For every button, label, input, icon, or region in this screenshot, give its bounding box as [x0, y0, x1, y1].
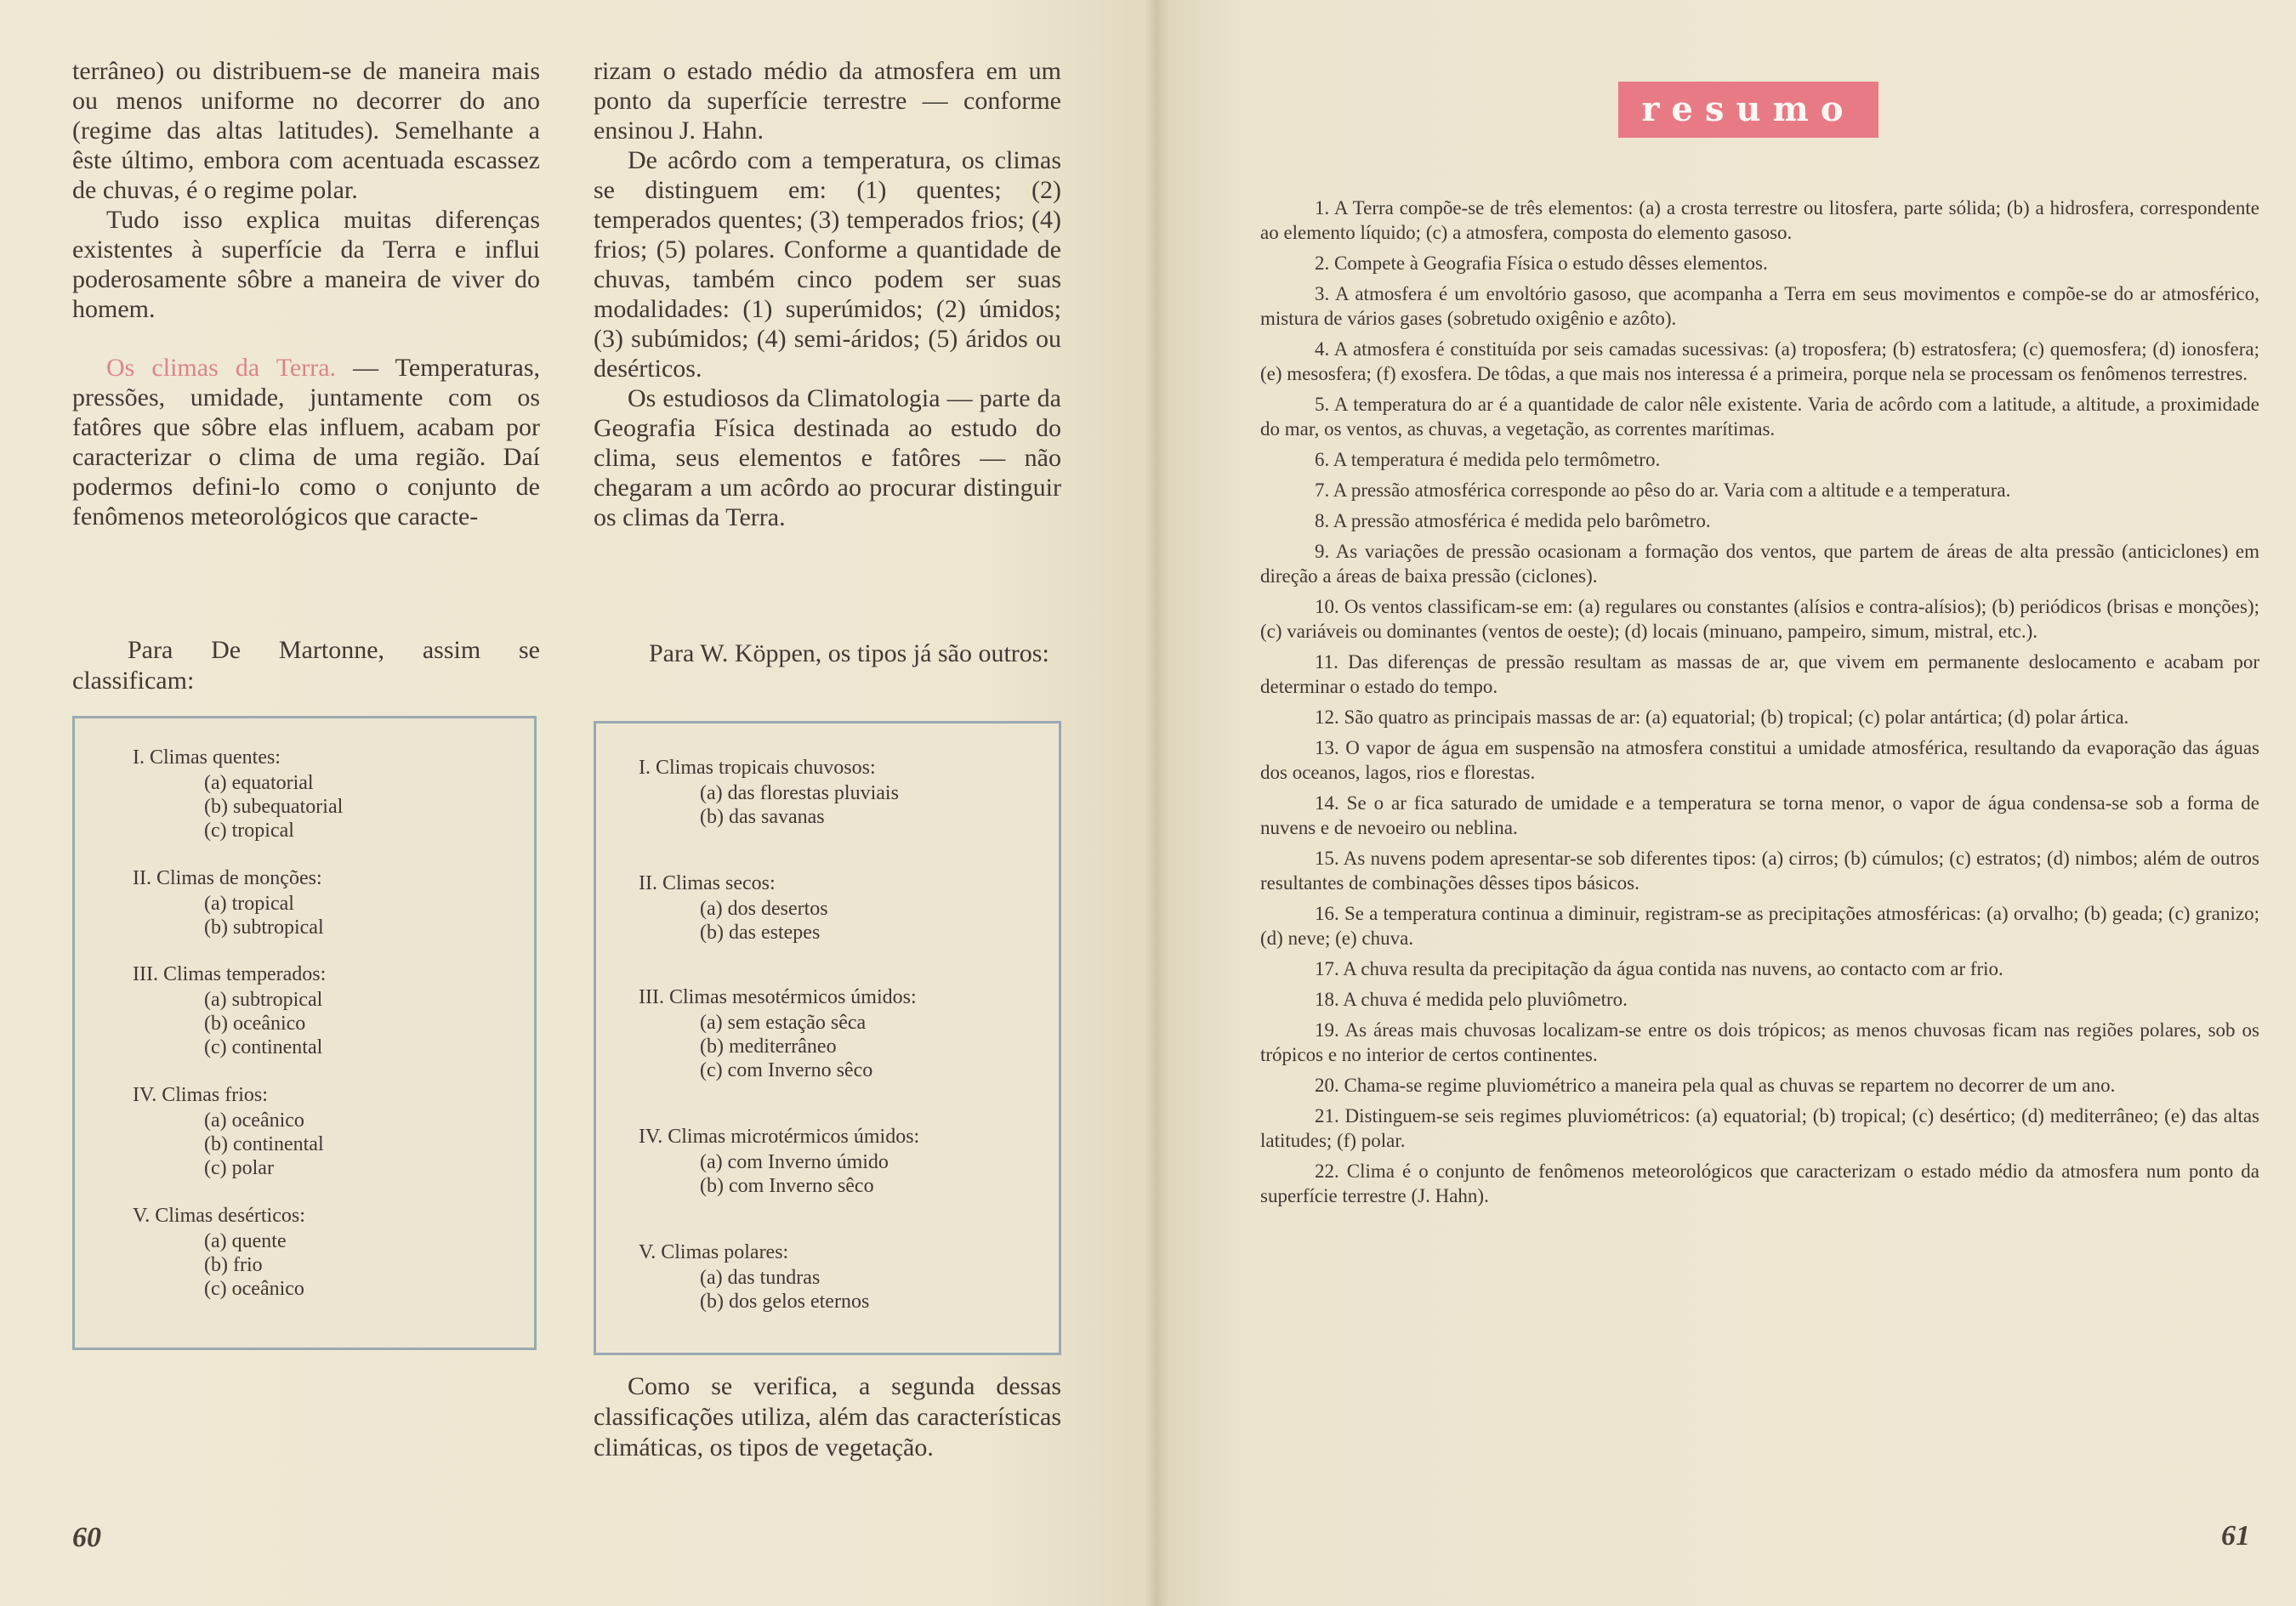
closing-paragraph: Como se verifica, a segunda dessas classificações utiliza, além das características climáticas, os tipos de vegetação.: [594, 1372, 1061, 1461]
paragraph: Tudo isso explica muitas diferenças existentes à superfície da Terra e influi poderosamente sôbre a maneira de viver do homem.: [72, 206, 540, 323]
classification-group: [639, 984, 917, 1082]
left-column-1: [72, 56, 540, 531]
classification-title: I. Climas tropicais chuvosos:: [639, 757, 876, 779]
classification-item: (c) tropical: [204, 820, 294, 842]
paragraph: terrâneo) ou distribuem-se de maneira mais ou menos uniforme no decorrer do ano (regime das altas latitudes). Semelhante a êste último, embora com acentuada escassez de chuvas, é o regime polar.: [72, 57, 540, 204]
classification-title: V. Climas polares:: [639, 1241, 789, 1263]
page-number-left: 60: [72, 1522, 101, 1553]
classification-title: III. Climas temperados:: [133, 963, 327, 985]
classification-item: (a) quente: [204, 1230, 287, 1252]
classification-item: (b) subtropical: [204, 916, 324, 939]
book-gutter: [1144, 0, 1169, 1606]
summary-item: 11. Das diferenças de pressão resultam as massas de ar, que vivem em permanente deslocamento e acabam por determinar o estado do tempo.: [1260, 651, 2259, 697]
classification-item: (b) das estepes: [700, 922, 821, 944]
classification-item: (b) subequatorial: [204, 796, 344, 818]
classification-item: (c) polar: [204, 1157, 274, 1179]
classification-group: [133, 744, 344, 843]
koppen-classification-box: [594, 721, 1061, 1355]
classification-item: (a) dos desertos: [700, 898, 828, 920]
classification-item: (a) oceânico: [204, 1109, 304, 1132]
classification-title: IV. Climas microtérmicos úmidos:: [639, 1126, 920, 1148]
summary-item: 4. A atmosfera é constituída por seis camadas sucessivas: (a) troposfera; (b) estratosfera; (c) quemosfera; (d) ionosfera; (e) mesosfera; (f) exosfera. De tôdas, a que mais nos interessa é a primeira, porque nela se processam os fenômenos terrestres.: [1260, 338, 2259, 384]
summary-item: 15. As nuvens podem apresentar-se sob diferentes tipos: (a) cirros; (b) cúmulos; (c) estratos; (d) nimbos; além de outros resultantes de combinações dêsses tipos básicos.: [1260, 848, 2259, 894]
summary-item: 8. A pressão atmosférica é medida pelo barômetro.: [1315, 510, 1711, 531]
classification-item: (c) oceânico: [204, 1278, 304, 1300]
classification-item: (b) mediterrâneo: [700, 1036, 837, 1058]
classification-title: V. Climas desérticos:: [133, 1205, 305, 1227]
classification-item: (a) equatorial: [204, 772, 314, 794]
classification-item: (a) subtropical: [204, 989, 323, 1011]
summary-item: 19. As áreas mais chuvosas localizam-se entre os dois trópicos; as menos chuvosas ficam nas regiões polares, sob os trópicos e no interior de certos continentes.: [1260, 1019, 2259, 1065]
summary-item: 22. Clima é o conjunto de fenômenos meteorológicos que caracterizam o estado médio da atmosfera num ponto da superfície terrestre (J. Hahn).: [1260, 1161, 2259, 1206]
summary-item: 17. A chuva resulta da precipitação da água contida nas nuvens, ao contacto com ar frio.: [1315, 958, 2003, 979]
paragraph: rizam o estado médio da atmosfera em um ponto da superfície terrestre — conforme ensinou J. Hahn.: [594, 57, 1061, 145]
classification-group: [639, 1123, 920, 1198]
summary-item: 12. São quatro as principais massas de ar: (a) equatorial; (b) tropical; (c) polar antártica; (d) polar ártica.: [1315, 707, 2129, 728]
summary-list: [1260, 196, 2259, 1214]
classification-item: (a) das tundras: [700, 1267, 821, 1289]
koppen-intro: Para W. Köppen, os tipos já são outros:: [649, 639, 1049, 667]
classification-item: (b) continental: [204, 1133, 324, 1155]
summary-item: 9. As variações de pressão ocasionam a formação dos ventos, que partem de áreas de alta pressão (anticiclones) em direção a áreas de baixa pressão (ciclones).: [1260, 541, 2259, 587]
summary-item: 1. A Terra compõe-se de três elementos: (a) a crosta terrestre ou litosfera, parte sólida; (b) a hidrosfera, correspondente ao elemento líquido; (c) a atmosfera, composta do elemento gasoso.: [1260, 197, 2259, 243]
classification-item: (b) frio: [204, 1254, 263, 1276]
classification-group: [133, 1081, 324, 1180]
classification-title: III. Climas mesotérmicos úmidos:: [639, 986, 917, 1008]
classification-group: [133, 1202, 305, 1301]
classification-item: (c) continental: [204, 1036, 323, 1058]
classification-item: (a) com Inverno úmido: [700, 1151, 889, 1173]
classification-item: (a) das florestas pluviais: [700, 782, 899, 804]
summary-item: 13. O vapor de água em suspensão na atmosfera constitui a umidade atmosférica, resultando da evaporação das águas dos oceanos, lagos, rios e florestas.: [1260, 737, 2259, 783]
summary-item: 10. Os ventos classificam-se em: (a) regulares ou constantes (alísios e contra-alísios); (b) periódicos (brisas e monções); (c) variáveis ou dominantes (ventos de oeste); (d) locais (minuano, pampeiro, simum, mistral, etc.).: [1260, 596, 2259, 642]
resumo-heading-badge: resumo: [1618, 82, 1878, 138]
summary-item: 7. A pressão atmosférica corresponde ao pêso do ar. Varia com a altitude e a temperatura.: [1315, 480, 2011, 501]
classification-item: (a) tropical: [204, 893, 294, 915]
summary-item: 2. Compete à Geografia Física o estudo dêsses elementos.: [1315, 253, 1768, 274]
summary-item: 18. A chuva é medida pelo pluviômetro.: [1315, 989, 1628, 1010]
classification-item: (b) oceânico: [204, 1013, 306, 1035]
classification-group: [639, 1239, 870, 1314]
summary-item: 16. Se a temperatura continua a diminuir, registram-se as precipitações atmosféricas: (a) orvalho; (b) geada; (c) granizo; (d) neve; (e) chuva.: [1260, 903, 2259, 949]
summary-item: 20. Chama-se regime pluviométrico a maneira pela qual as chuvas se repartem no decorrer de um ano.: [1315, 1075, 2116, 1096]
section-text: — Temperaturas, pressões, umidade, juntamente com os fatôres que sôbre elas influem, acabam por caracterizar o clima de uma região. Daí podermos defini-lo como o conjunto de fenômenos meteorológicos que caracte-: [72, 354, 541, 531]
classification-group: [133, 961, 327, 1059]
left-column-2: [594, 56, 1061, 532]
summary-item: 3. A atmosfera é um envoltório gasoso, que acompanha a Terra em seus movimentos e compõe-se do ar atmosférico, mistura de vários gases (sobretudo oxigênio e azôto).: [1260, 283, 2259, 329]
de-martonne-intro: Para De Martonne, assim se classificam:: [72, 636, 540, 695]
paragraph: De acôrdo com a temperatura, os climas se distinguem em: (1) quentes; (2) temperados quentes; (3) temperados frios; (4) frios; (5) polares. Conforme a quantidade de chuvas, também cinco podem ser suas modalidades: (1) superúmidos; (2) úmidos; (3) subúmidos; (4) semi-áridos; (5) áridos ou desérticos.: [594, 146, 1061, 383]
de-martonne-classification-box: [72, 716, 537, 1350]
classification-item: (c) com Inverno sêco: [700, 1059, 873, 1081]
paragraph: [72, 353, 540, 531]
classification-item: (b) das savanas: [700, 806, 825, 828]
classification-group: [639, 754, 899, 829]
summary-item: 21. Distinguem-se seis regimes pluviométricos: (a) equatorial; (b) tropical; (c) desértico; (d) mediterrâneo; (e) das altas latitudes; (f) polar.: [1260, 1105, 2259, 1151]
classification-item: (a) sem estação sêca: [700, 1012, 867, 1034]
classification-title: II. Climas secos:: [639, 872, 776, 894]
summary-item: 6. A temperatura é medida pelo termômetro.: [1315, 449, 1661, 470]
classification-title: I. Climas quentes:: [133, 746, 281, 769]
paragraph: Os estudiosos da Climatologia — parte da Geografia Física destinada ao estudo do clima, seus elementos e fatôres — não chegaram a um acôrdo ao procurar distinguir os climas da Terra.: [594, 384, 1061, 531]
page-number-right: 61: [2221, 1520, 2250, 1552]
classification-item: (b) dos gelos eternos: [700, 1291, 870, 1313]
summary-item: 14. Se o ar fica saturado de umidade e a temperatura se torna menor, o vapor de água condensa-se sob a forma de nuvens e de nevoeiro ou neblina.: [1260, 792, 2259, 838]
section-side-title: Os climas da Terra.: [106, 354, 337, 382]
classification-group: [133, 865, 324, 939]
classification-title: IV. Climas frios:: [133, 1084, 268, 1106]
classification-group: [639, 870, 828, 945]
classification-item: (b) com Inverno sêco: [700, 1175, 874, 1197]
classification-title: II. Climas de monções:: [133, 867, 322, 889]
summary-item: 5. A temperatura do ar é a quantidade de calor nêle existente. Varia de acôrdo com a latitude, a altitude, a proximidade do mar, os ventos, as chuvas, a vegetação, as correntes marítimas.: [1260, 394, 2259, 440]
